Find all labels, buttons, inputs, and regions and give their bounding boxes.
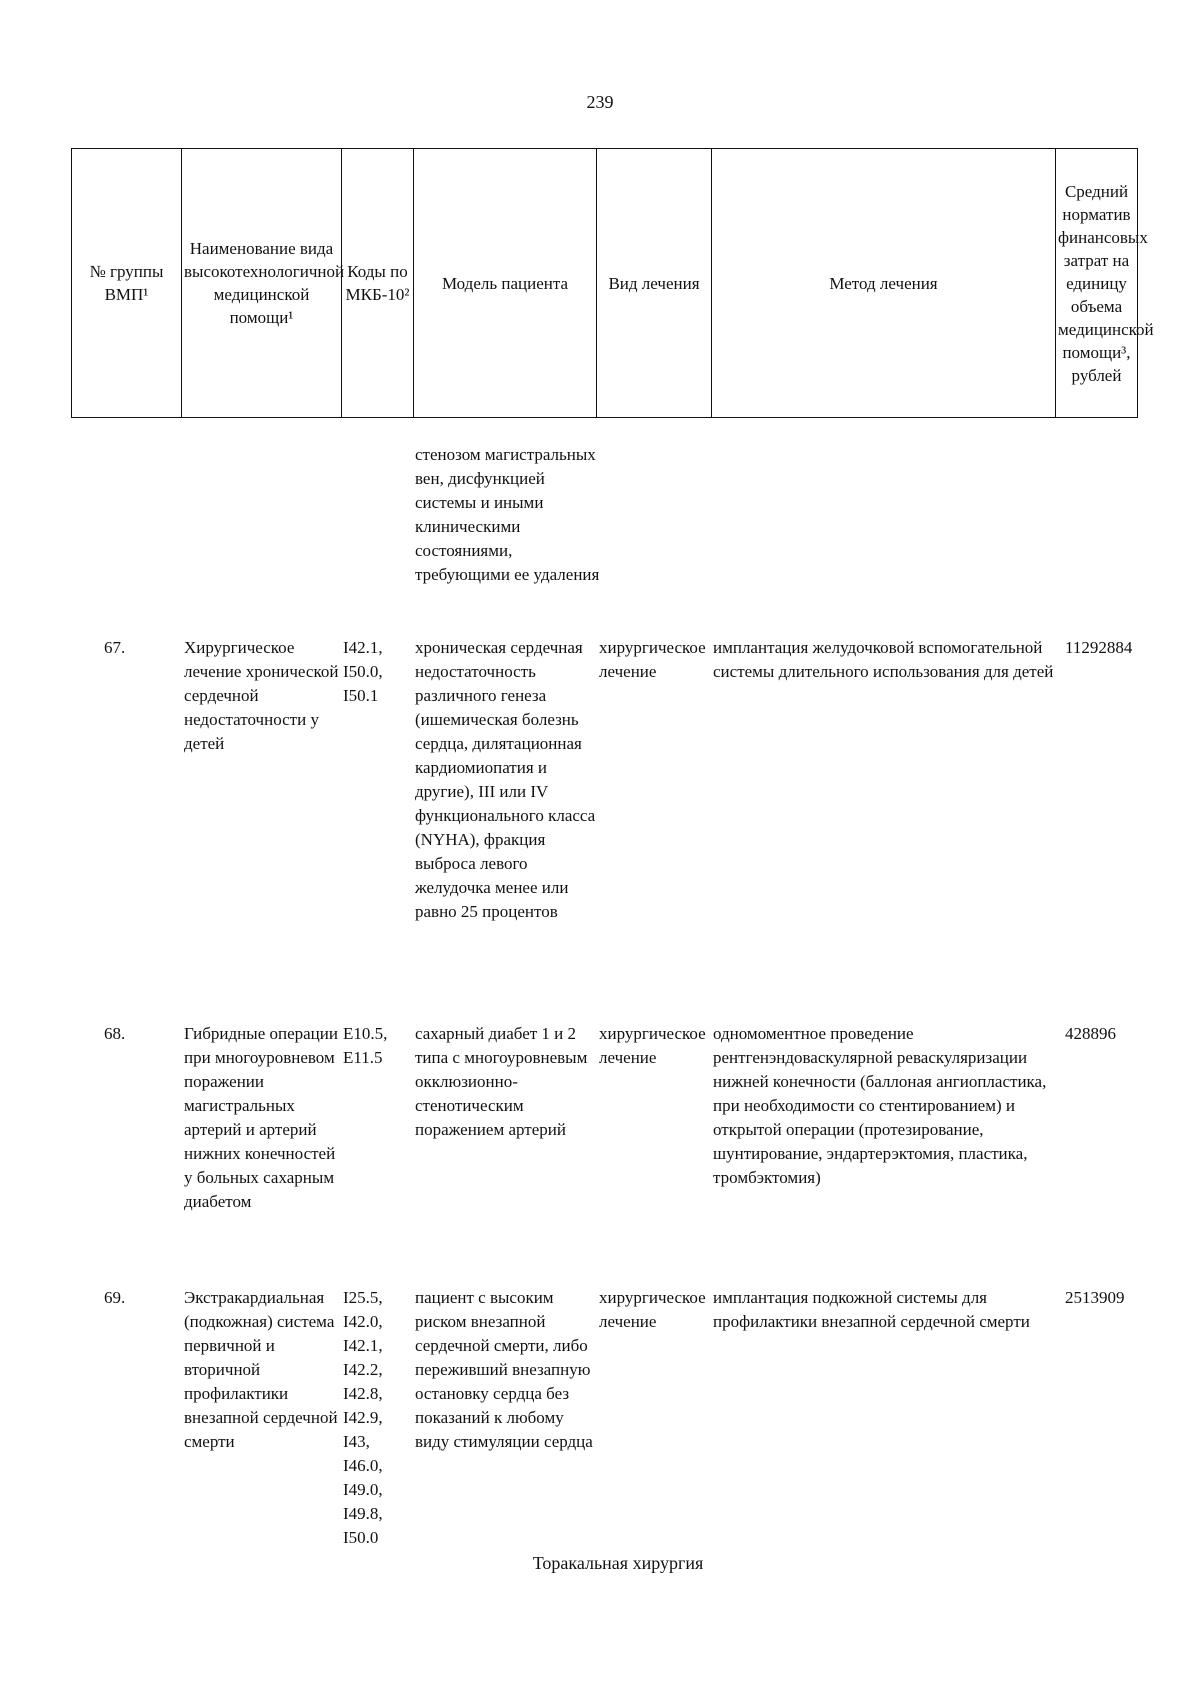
row-67-name: Хирургическое лечение хронической сердечной недостаточности у детей (184, 638, 339, 753)
row-68-name: Гибридные операции при многоуровневом поражении магистральных артерий и артерий нижних конечностей у больных сахарным диабетом (184, 1024, 338, 1211)
row-67-codes: I42.1, I50.0, I50.1 (343, 638, 383, 705)
row-67-model: хроническая сердечная недостаточность различного генеза (ишемическая болезнь сердца, дилятационная кардиомиопатия и другие), III или IV функционального класса (NYHA), фракция выброса левого желудочка менее или равно 25 процентов (415, 638, 596, 921)
row-67-type: хирургическое лечение (599, 638, 706, 681)
row-68-codes: E10.5, E11.5 (343, 1024, 388, 1067)
row-69-codes: I25.5, I42.0, I42.1, I42.2, I42.8, I42.9, I43, I46.0, I49.0, I49.8, I50.0 (343, 1288, 383, 1547)
page-number: 239 (586, 92, 614, 112)
header-codes: Коды по МКБ-10² (342, 149, 414, 418)
row-67-cost: 11292884 (1065, 638, 1133, 657)
row-69-method: имплантация подкожной системы для профилактики внезапной сердечной смерти (713, 1288, 1030, 1331)
row-68-cost: 428896 (1065, 1024, 1116, 1043)
row-69-model: пациент с высоким риском внезапной сердечной смерти, либо переживший внезапную остановку сердца без показаний к любому виду стимуляции сердца (415, 1288, 593, 1451)
header-type: Вид лечения (597, 149, 712, 418)
header-name: Наименование вида высокотехнологичной медицинской помощи¹ (182, 149, 342, 418)
row-68-model: сахарный диабет 1 и 2 типа с многоуровневым окклюзионно-стенотическим поражением артерий (415, 1024, 588, 1139)
continuation-model: стенозом магистральных вен, дисфункцией системы и иными клиническими состояниями, требующими ее удаления (415, 445, 600, 584)
header-group: № группы ВМП¹ (72, 149, 182, 418)
row-69-number: 69. (104, 1288, 126, 1307)
row-67-number: 67. (104, 638, 126, 657)
header-method: Метод лечения (712, 149, 1056, 418)
row-69-name: Экстракардиальная (подкожная) система первичной и вторичной профилактики внезапной сердечной смерти (184, 1288, 338, 1451)
row-68-type: хирургическое лечение (599, 1024, 706, 1067)
row-68-method: одномоментное проведение рентгенэндоваскулярной реваскуляризации нижней конечности (баллоная ангиопластика, при необходимости со стентированием) и открытой операции (протезирование, шунтирование, эндартерэктомия, пластика, тромбэктомия) (713, 1024, 1047, 1187)
table-header (71, 148, 1154, 418)
row-68-number: 68. (104, 1024, 126, 1043)
row-69-type: хирургическое лечение (599, 1288, 706, 1331)
header-model: Модель пациента (414, 149, 597, 418)
row-67-method: имплантация желудочковой вспомогательной системы длительного использования для детей (713, 638, 1054, 681)
row-69-cost: 2513909 (1065, 1288, 1125, 1307)
header-cost: Средний норматив финансовых затрат на единицу объема медицинской помощи³, рублей (1056, 149, 1138, 418)
section-title: Торакальная хирургия (532, 1553, 704, 1573)
